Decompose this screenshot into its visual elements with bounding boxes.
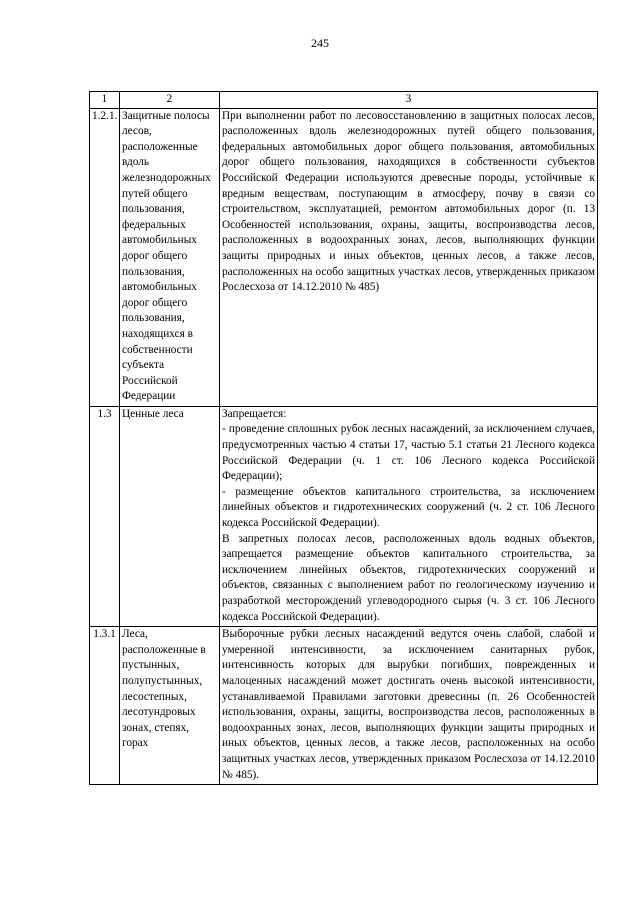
table-header-row — [90, 92, 598, 109]
regulation-paragraph: Запрещается: — [222, 407, 287, 420]
page-number: 245 — [311, 36, 329, 50]
regulation-paragraph: - размещение объектов капитального строительства, за исключением линейных объектов и гидротехнических сооружений (ч. 2 ст. 106 Лесного кодекса Российской Федерации). — [222, 485, 595, 530]
row-number: 1.3.1 — [90, 627, 120, 785]
row-regulation-text — [220, 406, 598, 626]
row-regulation-text — [220, 627, 598, 785]
table-row — [90, 627, 598, 785]
table-row — [90, 406, 598, 626]
regulation-paragraph: - проведение сплошных рубок лесных насаждений, за исключением случаев, предусмотренных частью 4 статьи 17, частью 5.1 статьи 21 Лесного кодекса Российской Федерации (ч. 1 ст. 106 Лесного кодекса Российской Федерации); — [222, 423, 595, 483]
row-forest-category: Защитные полосы лесов, расположенные вдоль железнодорожных путей общего пользования, федеральных автомобильных дорог общего пользования, автомобильных дорог общего пользования, находящихся в собственности субъекта Российской Федерации — [120, 108, 220, 406]
header-cell-3: 3 — [220, 92, 598, 109]
header-cell-1: 1 — [90, 92, 120, 109]
row-forest-category: Ценные леса — [120, 406, 220, 626]
regulation-paragraph: Выборочные рубки лесных насаждений ведутся очень слабой, слабой и умеренной интенсивности, за исключением санитарных рубок, интенсивность которых для вырубки погибших, поврежденных и малоценных насаждений может достигать очень высокой интенсивности, устанавливаемой Правилами заготовки древесины (п. 26 Особенностей использования, охраны, защиты, воспроизводства лесов, расположенных в водоохранных зонах, лесов, выполняющих функции защиты природных и иных объектов, ценных лесов, а также лесов, расположенных на особо защитных участках лесов, утвержденных приказом Рослесхоза от 14.12.2010 № 485). — [222, 628, 595, 781]
regulation-paragraph: В запретных полосах лесов, расположенных вдоль водных объектов, запрещается размещение объектов капитального строительства, за исключением линейных объектов, гидротехнических сооружений и объектов, связанных с выполнением работ по геологическому изучению и разработкой месторождений углеводородного сырья (ч. 3 ст. 106 Лесного кодекса Российской Федерации). — [222, 532, 595, 623]
regulation-table — [89, 91, 598, 785]
row-forest-category: Леса, расположенные в пустынных, полупустынных, лесостепных, лесотундровых зонах, степях, горах — [120, 627, 220, 785]
row-regulation-text — [220, 108, 598, 406]
header-cell-2: 2 — [120, 92, 220, 109]
row-number: 1.2.1. — [90, 108, 120, 406]
table-row — [90, 108, 598, 406]
regulation-paragraph: При выполнении работ по лесовосстановлению в защитных полосах лесов, расположенных вдоль железнодорожных путей общего пользования, федеральных автомобильных дорог общего пользования, автомобильных дорог общего пользования, находящихся в собственности субъектов Российской Федерации используются древесные породы, устойчивые к вредным веществам, поступающим в атмосферу, почву в связи со строительством, эксплуатацией, ремонтом автомобильных дорог (п. 13 Особенностей использования, охраны, защиты, воспроизводства лесов, расположенных в водоохранных зонах, лесов, выполняющих функции защиты природных и иных объектов, ценных лесов, а также лесов, расположенных на особо защитных участках лесов, утвержденных приказом Рослесхоза от 14.12.2010 № 485) — [222, 109, 595, 294]
row-number: 1.3 — [90, 406, 120, 626]
